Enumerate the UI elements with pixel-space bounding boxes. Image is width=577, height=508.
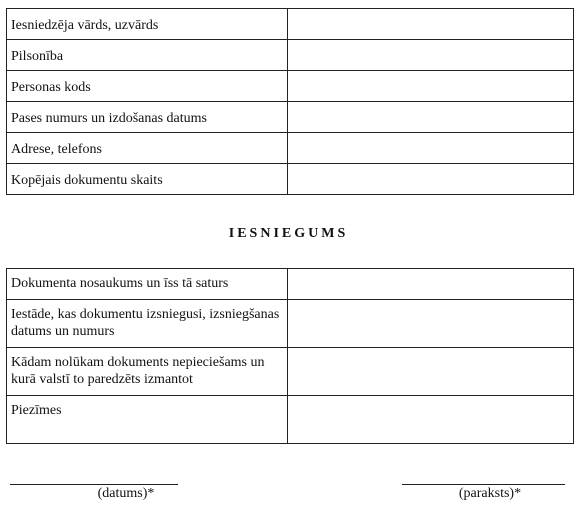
table-row [7, 40, 574, 71]
page-title: IESNIEGUMS [228, 226, 349, 241]
personal-code-label: Personas kods [7, 71, 288, 102]
purpose-label: Kādam nolūkam dokuments nepieciešams un kurā valstī to paredzēts izmantot [7, 348, 288, 396]
passport-field[interactable] [288, 102, 574, 133]
citizenship-label: Pilsonība [7, 40, 288, 71]
table-row [7, 133, 574, 164]
signature-line[interactable] [402, 484, 565, 485]
document-name-field[interactable] [288, 269, 574, 300]
purpose-field[interactable] [288, 348, 574, 396]
table-row [7, 348, 574, 396]
table-row [7, 102, 574, 133]
document-count-field[interactable] [288, 164, 574, 195]
table-row [7, 300, 574, 348]
document-name-label: Dokumenta nosaukums un īss tā saturs [7, 269, 288, 300]
signature-label: (paraksts)* [458, 486, 522, 501]
citizenship-field[interactable] [288, 40, 574, 71]
table-row [7, 269, 574, 300]
issuing-authority-label: Iestāde, kas dokumentu izsniegusi, izsniegšanas datums un numurs [7, 300, 288, 348]
issuing-authority-field[interactable] [288, 300, 574, 348]
notes-label: Piezīmes [7, 396, 288, 444]
address-phone-field[interactable] [288, 133, 574, 164]
personal-code-field[interactable] [288, 71, 574, 102]
date-label: (datums)* [97, 486, 155, 501]
table-row [7, 9, 574, 40]
table-row [7, 71, 574, 102]
applicant-info-table [6, 8, 574, 195]
request-info-table [6, 268, 574, 444]
passport-label: Pases numurs un izdošanas datums [7, 102, 288, 133]
document-count-label: Kopējais dokumentu skaits [7, 164, 288, 195]
table-row [7, 396, 574, 444]
applicant-name-field[interactable] [288, 9, 574, 40]
notes-field[interactable] [288, 396, 574, 444]
applicant-name-label: Iesniedzēja vārds, uzvārds [7, 9, 288, 40]
address-phone-label: Adrese, telefons [7, 133, 288, 164]
date-line[interactable] [10, 484, 178, 485]
table-row [7, 164, 574, 195]
